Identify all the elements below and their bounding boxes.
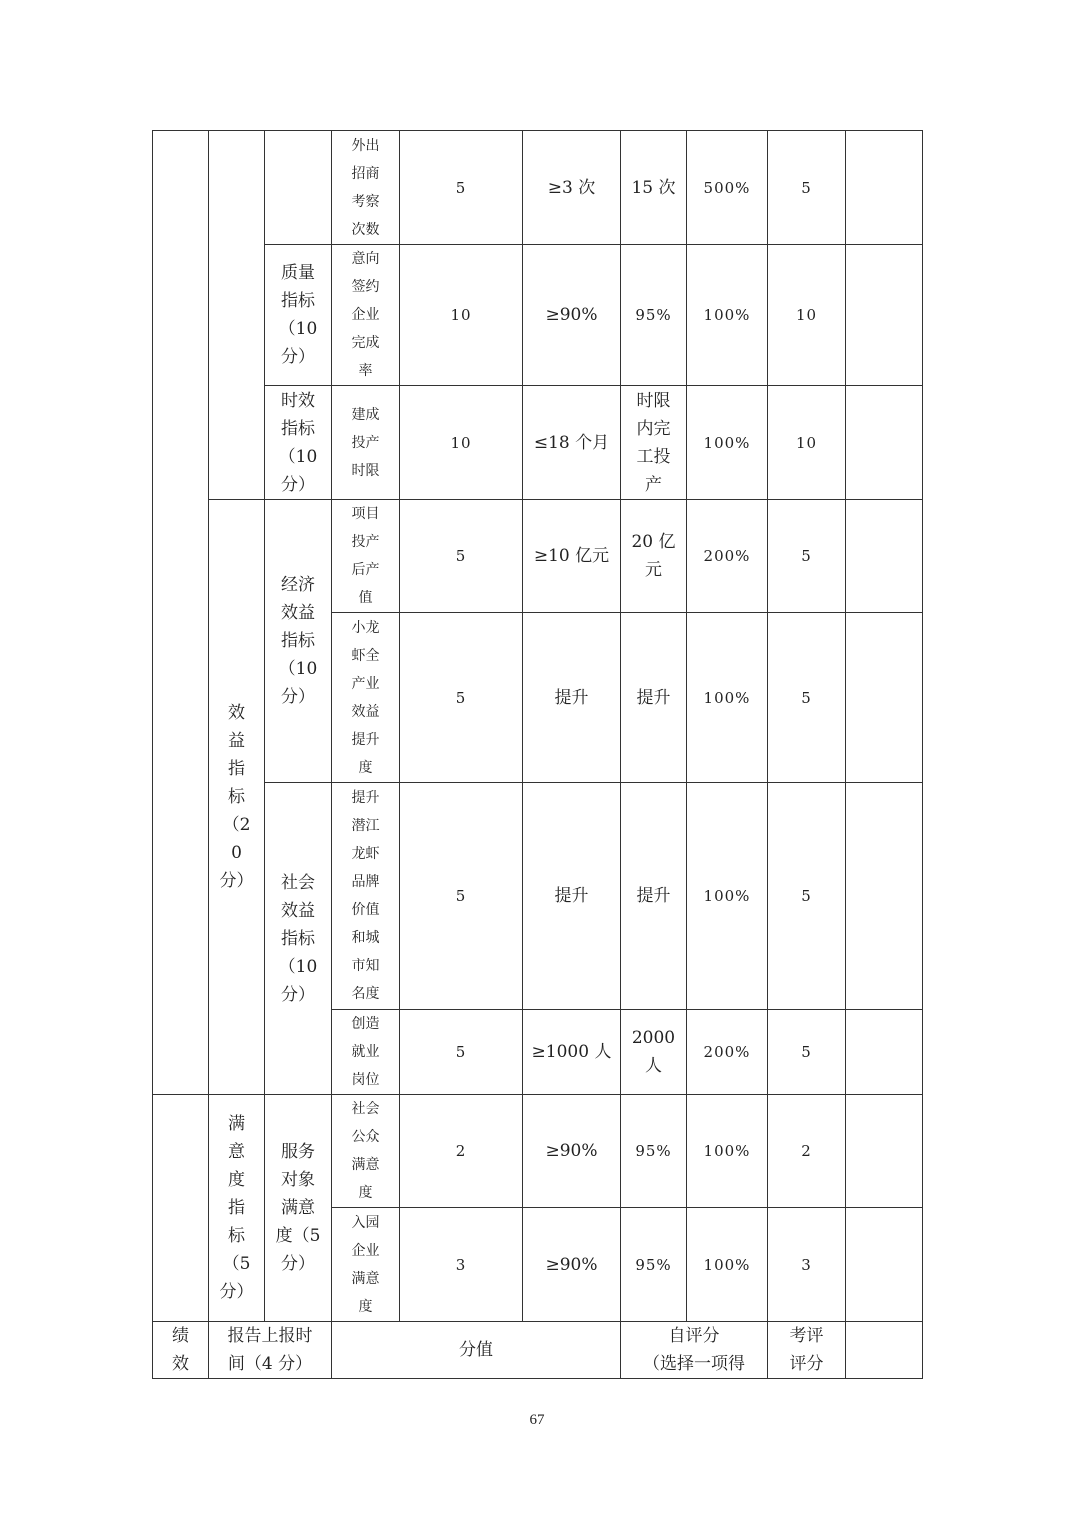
secondary-indicator-cell: 满 意 度 指 标 （5 分） (209, 1095, 265, 1322)
indicator-cell: 外出 招商 考察 次数 (332, 131, 400, 245)
weight-cell: 3 (400, 1208, 523, 1322)
rate-cell: 500% (687, 131, 768, 245)
indicator-cell: 项目 投产 后产 值 (332, 500, 400, 613)
actual-cell: 提升 (621, 613, 687, 783)
target-cell: 提升 (523, 613, 621, 783)
performance-table (152, 130, 923, 1379)
actual-cell: 15 次 (621, 131, 687, 245)
actual-cell: 95% (621, 1208, 687, 1322)
footer-label-cell: 绩 效 (153, 1322, 209, 1379)
page-number: 67 (529, 1412, 545, 1428)
actual-cell: 时限 内完 工投 产 (621, 386, 687, 500)
rate-cell: 100% (687, 613, 768, 783)
review-cell (846, 1010, 923, 1095)
review-cell (846, 1208, 923, 1322)
self-score-cell: 2 (768, 1095, 846, 1208)
review-cell (846, 131, 923, 245)
indicator-cell: 社会 公众 满意 度 (332, 1095, 400, 1208)
review-cell (846, 1095, 923, 1208)
target-cell: ≥90% (523, 1208, 621, 1322)
indicator-cell: 入园 企业 满意 度 (332, 1208, 400, 1322)
review-score-header: 考评 评分 (768, 1322, 846, 1379)
weight-cell: 5 (400, 1010, 523, 1095)
tertiary-indicator-cell: 社会 效益 指标 （10 分） (265, 783, 332, 1095)
table-row (153, 131, 923, 245)
footer-row (153, 1322, 923, 1379)
self-eval-header: 自评分 （选择一项得 (621, 1322, 768, 1379)
review-cell (846, 613, 923, 783)
indicator-cell: 小龙 虾全 产业 效益 提升 度 (332, 613, 400, 783)
score-value-header: 分值 (332, 1322, 621, 1379)
self-score-cell: 5 (768, 1010, 846, 1095)
self-score-cell: 5 (768, 500, 846, 613)
review-cell (846, 245, 923, 386)
actual-cell: 2000 人 (621, 1010, 687, 1095)
actual-cell: 20 亿 元 (621, 500, 687, 613)
target-cell: ≥90% (523, 1095, 621, 1208)
indicator-cell: 意向 签约 企业 完成 率 (332, 245, 400, 386)
rate-cell: 100% (687, 386, 768, 500)
rate-cell: 100% (687, 1208, 768, 1322)
self-score-cell: 5 (768, 613, 846, 783)
rate-cell: 200% (687, 500, 768, 613)
weight-cell: 2 (400, 1095, 523, 1208)
target-cell: ≤18 个月 (523, 386, 621, 500)
table-row (153, 386, 923, 500)
rate-cell: 100% (687, 783, 768, 1010)
weight-cell: 5 (400, 500, 523, 613)
self-score-cell: 5 (768, 783, 846, 1010)
tertiary-indicator-cell: 经济 效益 指标 （10 分） (265, 500, 332, 783)
weight-cell: 10 (400, 245, 523, 386)
table-row (153, 1095, 923, 1208)
target-cell: ≥90% (523, 245, 621, 386)
tertiary-indicator-cell: 质量 指标 （10 分） (265, 245, 332, 386)
rate-cell: 100% (687, 245, 768, 386)
rate-cell: 100% (687, 1095, 768, 1208)
indicator-cell: 创造 就业 岗位 (332, 1010, 400, 1095)
secondary-indicator-cell: 效 益 指 标 （2 0 分） (209, 500, 265, 1095)
actual-cell: 95% (621, 245, 687, 386)
actual-cell: 95% (621, 1095, 687, 1208)
weight-cell: 5 (400, 131, 523, 245)
self-score-cell: 10 (768, 386, 846, 500)
rate-cell: 200% (687, 1010, 768, 1095)
footer-empty-cell (846, 1322, 923, 1379)
target-cell: ≥10 亿元 (523, 500, 621, 613)
target-cell: 提升 (523, 783, 621, 1010)
weight-cell: 10 (400, 386, 523, 500)
primary-indicator-cell (153, 131, 209, 1095)
review-cell (846, 386, 923, 500)
tertiary-indicator-cell (265, 131, 332, 245)
tertiary-indicator-cell: 时效 指标 （10 分） (265, 386, 332, 500)
review-cell (846, 500, 923, 613)
self-score-cell: 3 (768, 1208, 846, 1322)
table-row (153, 245, 923, 386)
tertiary-indicator-cell: 服务 对象 满意 度（5 分） (265, 1095, 332, 1322)
weight-cell: 5 (400, 613, 523, 783)
actual-cell: 提升 (621, 783, 687, 1010)
weight-cell: 5 (400, 783, 523, 1010)
primary-indicator-cell (153, 1095, 209, 1322)
secondary-indicator-cell (209, 131, 265, 500)
indicator-cell: 提升 潜江 龙虾 品牌 价值 和城 市知 名度 (332, 783, 400, 1010)
target-cell: ≥1000 人 (523, 1010, 621, 1095)
table-row (153, 500, 923, 613)
self-score-cell: 5 (768, 131, 846, 245)
target-cell: ≥3 次 (523, 131, 621, 245)
table-row (153, 783, 923, 1010)
review-cell (846, 783, 923, 1010)
indicator-cell: 建成 投产 时限 (332, 386, 400, 500)
self-score-cell: 10 (768, 245, 846, 386)
report-time-cell: 报告上报时 间（4 分） (209, 1322, 332, 1379)
